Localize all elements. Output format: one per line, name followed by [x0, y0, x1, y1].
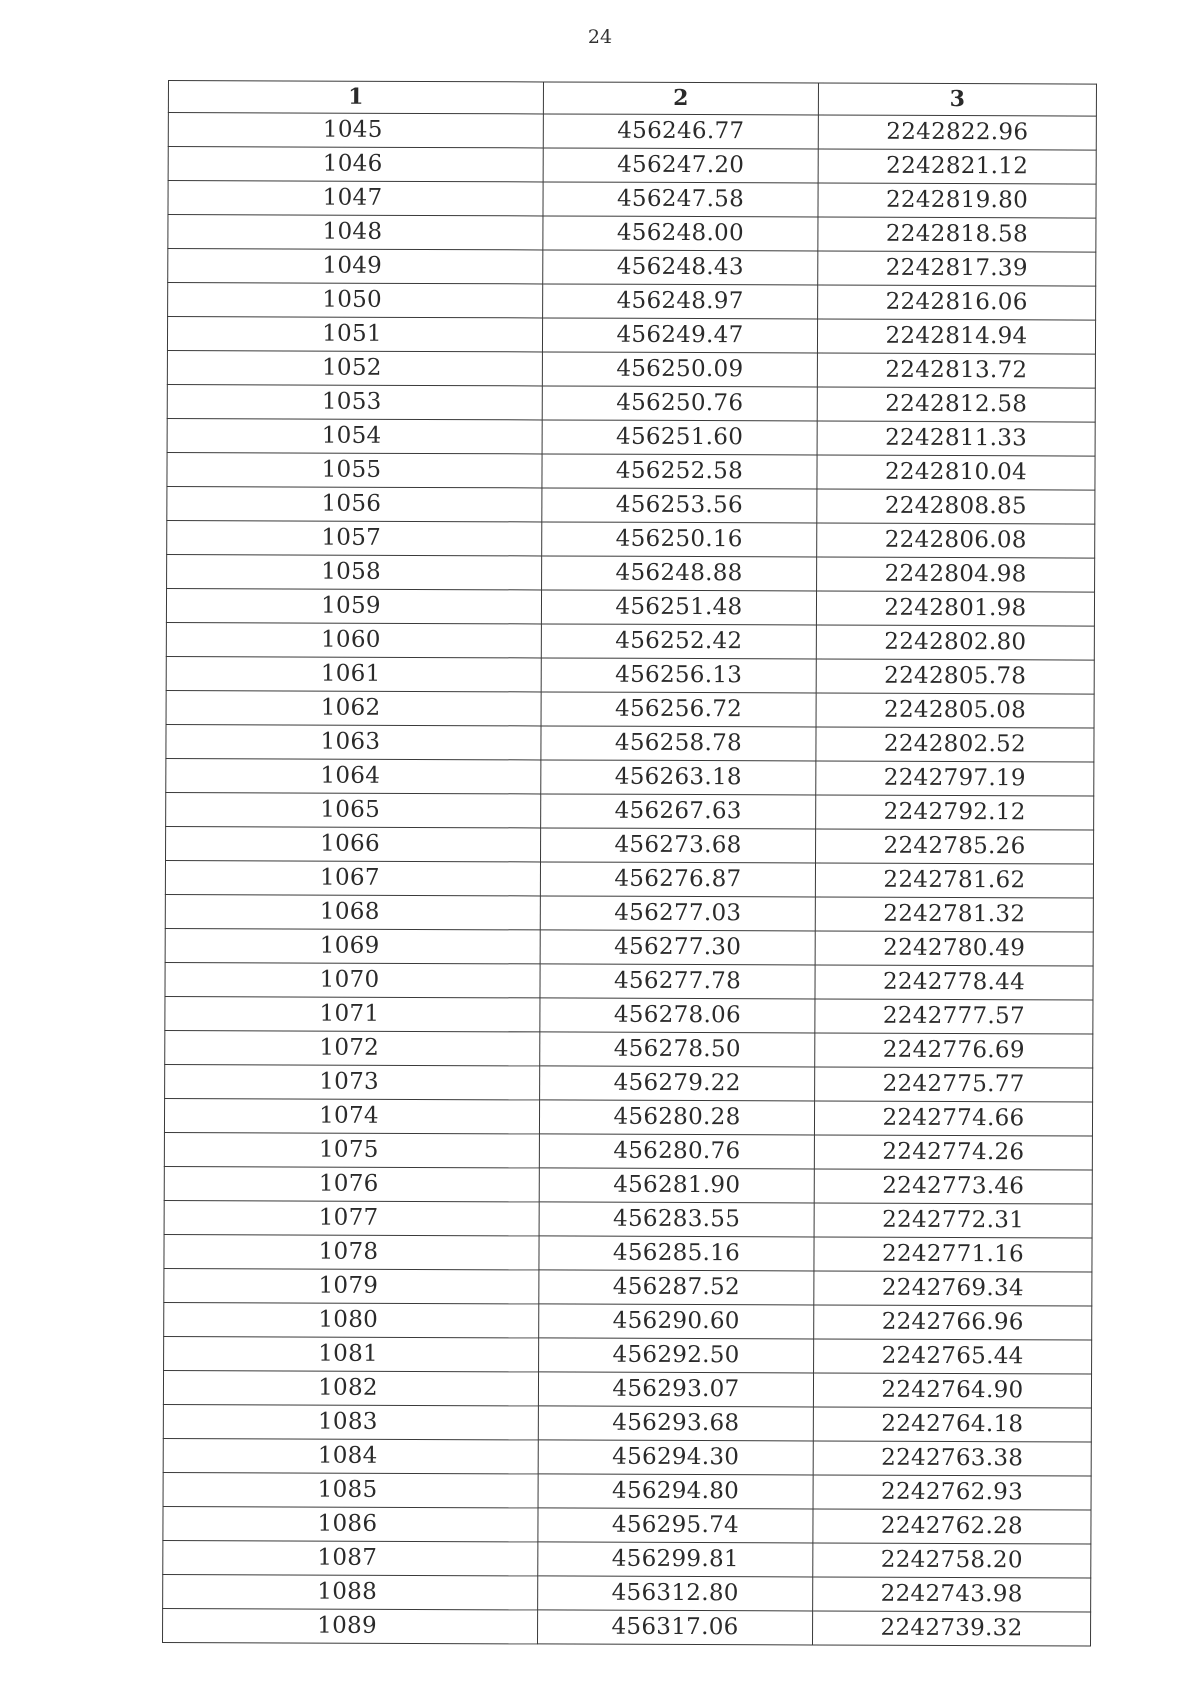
y-coordinate-cell: 2242804.98: [817, 557, 1095, 592]
table-row: [167, 350, 1095, 388]
point-number-cell: 1079: [164, 1268, 539, 1303]
x-coordinate-cell: 456278.06: [540, 998, 815, 1033]
x-coordinate-cell: 456246.77: [543, 114, 818, 149]
y-coordinate-cell: 2242802.80: [816, 625, 1094, 660]
y-coordinate-cell: 2242762.93: [813, 1475, 1091, 1510]
y-coordinate-cell: 2242763.38: [813, 1441, 1091, 1476]
point-number-cell: 1056: [167, 486, 542, 521]
y-coordinate-cell: 2242808.85: [817, 489, 1095, 524]
point-number-cell: 1074: [164, 1098, 539, 1133]
point-number-cell: 1068: [165, 894, 540, 929]
x-coordinate-cell: 456280.76: [539, 1134, 814, 1169]
y-coordinate-cell: 2242801.98: [816, 591, 1094, 626]
table-row: [164, 1336, 1092, 1374]
x-coordinate-cell: 456248.97: [543, 284, 818, 319]
table-row: [167, 384, 1095, 422]
point-number-cell: 1073: [165, 1064, 540, 1099]
x-coordinate-cell: 456252.42: [541, 624, 816, 659]
point-number-cell: 1082: [163, 1370, 538, 1405]
y-coordinate-cell: 2242810.04: [817, 455, 1095, 490]
table-row: [166, 622, 1094, 660]
x-coordinate-cell: 456251.60: [542, 420, 817, 455]
point-number-cell: 1050: [168, 283, 543, 318]
table-row: [163, 1438, 1091, 1476]
point-number-cell: 1065: [166, 792, 541, 827]
point-number-cell: 1072: [165, 1030, 540, 1065]
header-row: [168, 81, 1096, 117]
y-coordinate-cell: 2242743.98: [813, 1577, 1091, 1612]
point-number-cell: 1053: [167, 384, 542, 419]
y-coordinate-cell: 2242812.58: [817, 387, 1095, 422]
table-row: [166, 656, 1094, 694]
table-row: [164, 1132, 1092, 1170]
y-coordinate-cell: 2242792.12: [816, 795, 1094, 830]
table-row: [167, 452, 1095, 490]
point-number-cell: 1063: [166, 724, 541, 759]
point-number-cell: 1085: [163, 1472, 538, 1507]
point-number-cell: 1067: [165, 860, 540, 895]
x-coordinate-cell: 456299.81: [538, 1542, 813, 1577]
y-coordinate-cell: 2242773.46: [814, 1169, 1092, 1204]
y-coordinate-cell: 2242805.78: [816, 659, 1094, 694]
point-number-cell: 1069: [165, 928, 540, 963]
table-row: [168, 283, 1096, 321]
x-coordinate-cell: 456251.48: [541, 590, 816, 625]
y-coordinate-cell: 2242814.94: [817, 319, 1095, 354]
y-coordinate-cell: 2242819.80: [818, 183, 1096, 218]
point-number-cell: 1077: [164, 1200, 539, 1235]
point-number-cell: 1081: [164, 1336, 539, 1371]
y-coordinate-cell: 2242771.16: [814, 1237, 1092, 1272]
table-row: [165, 860, 1093, 898]
x-coordinate-cell: 456252.58: [542, 454, 817, 489]
y-coordinate-cell: 2242764.18: [813, 1407, 1091, 1442]
y-coordinate-cell: 2242765.44: [814, 1339, 1092, 1374]
point-number-cell: 1084: [163, 1438, 538, 1473]
point-number-cell: 1064: [166, 758, 541, 793]
x-coordinate-cell: 456250.16: [542, 522, 817, 557]
column-header-2: 2: [543, 82, 818, 115]
y-coordinate-cell: 2242797.19: [816, 761, 1094, 796]
table-row: [166, 792, 1094, 830]
x-coordinate-cell: 456293.07: [538, 1372, 813, 1407]
y-coordinate-cell: 2242780.49: [815, 931, 1093, 966]
x-coordinate-cell: 456294.80: [538, 1474, 813, 1509]
table-row: [165, 962, 1093, 1000]
point-number-cell: 1083: [163, 1404, 538, 1439]
y-coordinate-cell: 2242774.66: [814, 1101, 1092, 1136]
y-coordinate-cell: 2242818.58: [818, 217, 1096, 252]
table-row: [164, 1268, 1092, 1306]
x-coordinate-cell: 456293.68: [538, 1406, 813, 1441]
point-number-cell: 1045: [168, 113, 543, 148]
table-row: [167, 486, 1095, 524]
point-number-cell: 1048: [168, 215, 543, 250]
page-number: 24: [587, 26, 613, 48]
y-coordinate-cell: 2242781.62: [815, 863, 1093, 898]
table-row: [163, 1370, 1091, 1408]
table-row: [163, 1404, 1091, 1442]
x-coordinate-cell: 456273.68: [541, 828, 816, 863]
y-coordinate-cell: 2242776.69: [815, 1033, 1093, 1068]
point-number-cell: 1078: [164, 1234, 539, 1269]
point-number-cell: 1086: [163, 1506, 538, 1541]
column-header-3: 3: [818, 83, 1096, 116]
y-coordinate-cell: 2242762.28: [813, 1509, 1091, 1544]
y-coordinate-cell: 2242772.31: [814, 1203, 1092, 1238]
y-coordinate-cell: 2242781.32: [815, 897, 1093, 932]
table-row: [168, 113, 1096, 151]
column-header-1: 1: [168, 81, 543, 114]
y-coordinate-cell: 2242816.06: [818, 285, 1096, 320]
point-number-cell: 1061: [166, 656, 541, 691]
y-coordinate-cell: 2242764.90: [813, 1373, 1091, 1408]
table-row: [163, 1574, 1091, 1612]
table-row: [163, 1472, 1091, 1510]
x-coordinate-cell: 456267.63: [541, 794, 816, 829]
x-coordinate-cell: 456247.58: [543, 182, 818, 217]
x-coordinate-cell: 456250.76: [542, 386, 817, 421]
table-row: [165, 996, 1093, 1034]
coordinates-table: [162, 80, 1097, 1647]
y-coordinate-cell: 2242775.77: [815, 1067, 1093, 1102]
x-coordinate-cell: 456249.47: [542, 318, 817, 353]
point-number-cell: 1060: [166, 622, 541, 657]
table-row: [168, 181, 1096, 219]
table-row: [163, 1608, 1091, 1646]
point-number-cell: 1054: [167, 418, 542, 453]
y-coordinate-cell: 2242805.08: [816, 693, 1094, 728]
x-coordinate-cell: 456247.20: [543, 148, 818, 183]
table-row: [164, 1234, 1092, 1272]
x-coordinate-cell: 456276.87: [540, 862, 815, 897]
x-coordinate-cell: 456278.50: [540, 1032, 815, 1067]
point-number-cell: 1088: [163, 1574, 538, 1609]
y-coordinate-cell: 2242806.08: [817, 523, 1095, 558]
table-row: [165, 1030, 1093, 1068]
table-row: [167, 317, 1095, 355]
table-header: [168, 81, 1096, 117]
x-coordinate-cell: 456290.60: [539, 1304, 814, 1339]
point-number-cell: 1066: [166, 826, 541, 861]
point-number-cell: 1058: [167, 554, 542, 589]
table-row: [164, 1098, 1092, 1136]
x-coordinate-cell: 456277.30: [540, 930, 815, 965]
point-number-cell: 1049: [168, 249, 543, 284]
table-row: [165, 894, 1093, 932]
table-row: [167, 418, 1095, 456]
table-row: [164, 1302, 1092, 1340]
y-coordinate-cell: 2242813.72: [817, 353, 1095, 388]
table-body: [163, 113, 1097, 1647]
x-coordinate-cell: 456256.72: [541, 692, 816, 727]
x-coordinate-cell: 456312.80: [538, 1576, 813, 1611]
x-coordinate-cell: 456277.78: [540, 964, 815, 999]
y-coordinate-cell: 2242774.26: [814, 1135, 1092, 1170]
y-coordinate-cell: 2242785.26: [815, 829, 1093, 864]
x-coordinate-cell: 456258.78: [541, 726, 816, 761]
y-coordinate-cell: 2242821.12: [818, 149, 1096, 184]
table-row: [168, 147, 1096, 185]
table-row: [167, 554, 1095, 592]
table-row: [164, 1166, 1092, 1204]
x-coordinate-cell: 456248.43: [543, 250, 818, 285]
point-number-cell: 1059: [166, 588, 541, 623]
y-coordinate-cell: 2242739.32: [812, 1611, 1090, 1646]
y-coordinate-cell: 2242817.39: [818, 251, 1096, 286]
x-coordinate-cell: 456294.30: [538, 1440, 813, 1475]
table-row: [166, 758, 1094, 796]
x-coordinate-cell: 456253.56: [542, 488, 817, 523]
point-number-cell: 1080: [164, 1302, 539, 1337]
table-row: [163, 1540, 1091, 1578]
point-number-cell: 1089: [163, 1608, 538, 1643]
x-coordinate-cell: 456317.06: [537, 1610, 812, 1645]
coordinates-table-container: [162, 80, 1096, 1647]
point-number-cell: 1071: [165, 996, 540, 1031]
point-number-cell: 1051: [167, 317, 542, 352]
point-number-cell: 1055: [167, 452, 542, 487]
y-coordinate-cell: 2242811.33: [817, 421, 1095, 456]
table-row: [164, 1200, 1092, 1238]
table-row: [166, 690, 1094, 728]
x-coordinate-cell: 456256.13: [541, 658, 816, 693]
table-row: [165, 1064, 1093, 1102]
x-coordinate-cell: 456281.90: [539, 1168, 814, 1203]
y-coordinate-cell: 2242822.96: [818, 115, 1096, 150]
table-row: [166, 588, 1094, 626]
point-number-cell: 1076: [164, 1166, 539, 1201]
x-coordinate-cell: 456283.55: [539, 1202, 814, 1237]
x-coordinate-cell: 456279.22: [540, 1066, 815, 1101]
table-row: [163, 1506, 1091, 1544]
table-row: [165, 928, 1093, 966]
table-row: [166, 724, 1094, 762]
y-coordinate-cell: 2242777.57: [815, 999, 1093, 1034]
table-row: [168, 215, 1096, 253]
y-coordinate-cell: 2242802.52: [816, 727, 1094, 762]
point-number-cell: 1046: [168, 147, 543, 182]
x-coordinate-cell: 456248.00: [543, 216, 818, 251]
point-number-cell: 1052: [167, 350, 542, 385]
x-coordinate-cell: 456295.74: [538, 1508, 813, 1543]
y-coordinate-cell: 2242778.44: [815, 965, 1093, 1000]
x-coordinate-cell: 456292.50: [539, 1338, 814, 1373]
point-number-cell: 1057: [167, 520, 542, 555]
x-coordinate-cell: 456248.88: [542, 556, 817, 591]
x-coordinate-cell: 456280.28: [539, 1100, 814, 1135]
x-coordinate-cell: 456263.18: [541, 760, 816, 795]
point-number-cell: 1087: [163, 1540, 538, 1575]
x-coordinate-cell: 456287.52: [539, 1270, 814, 1305]
y-coordinate-cell: 2242758.20: [813, 1543, 1091, 1578]
table-row: [166, 826, 1094, 864]
point-number-cell: 1062: [166, 690, 541, 725]
x-coordinate-cell: 456277.03: [540, 896, 815, 931]
y-coordinate-cell: 2242766.96: [814, 1305, 1092, 1340]
x-coordinate-cell: 456250.09: [542, 352, 817, 387]
point-number-cell: 1075: [164, 1132, 539, 1167]
x-coordinate-cell: 456285.16: [539, 1236, 814, 1271]
table-row: [167, 520, 1095, 558]
point-number-cell: 1047: [168, 181, 543, 216]
table-row: [168, 249, 1096, 287]
y-coordinate-cell: 2242769.34: [814, 1271, 1092, 1306]
point-number-cell: 1070: [165, 962, 540, 997]
